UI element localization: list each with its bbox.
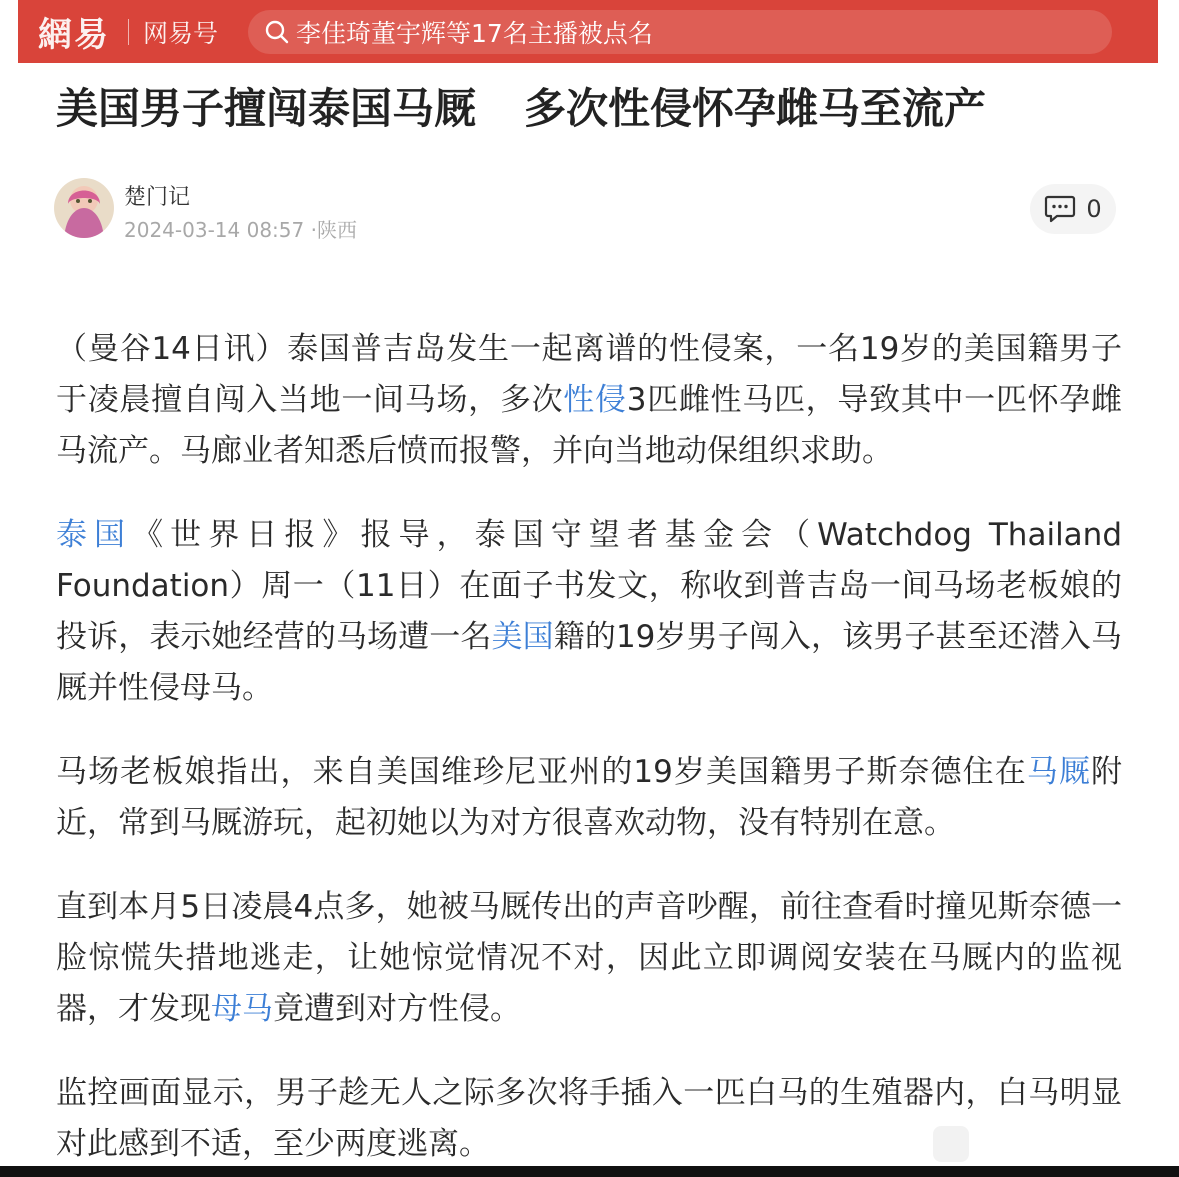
article-body — [56, 324, 1122, 1177]
title-part-1: 美国男子擅闯泰国马厩 — [56, 84, 477, 133]
paragraph-text: 竟遭到对方性侵。 — [273, 991, 521, 1027]
watermark-mark — [933, 1126, 969, 1162]
paragraph-text: 3匹雌性马匹，导致其中一匹怀孕雌马流产。马廊业者知悉后愤而报警，并向当地动保组织求助。 — [56, 382, 1122, 469]
paragraph-text: 马场老板娘指出，来自美国维珍尼亚州的19岁美国籍男子斯奈德住在 — [56, 754, 1027, 790]
inline-keyword-link[interactable]: 性侵 — [563, 382, 627, 418]
paragraph-text: （曼谷14日讯）泰国普吉岛发生一起离谱的性侵案，一名19岁的美国籍男子于凌晨擅自闯入当地一间马场，多次 — [56, 331, 1122, 418]
article-paragraph — [56, 882, 1122, 1035]
channel-label[interactable]: 网易号 — [143, 18, 219, 48]
article-paragraph — [56, 747, 1122, 849]
paragraph-text: 监控画面显示，男子趁无人之际多次将手插入一匹白马的生殖器内，白马明显对此感到不适，至少两度逃离。 — [56, 1075, 1122, 1162]
title-part-2: 多次性侵怀孕雌马至流产 — [524, 84, 987, 133]
inline-keyword-link[interactable]: 马厩 — [1026, 754, 1092, 790]
avatar-image — [54, 178, 114, 238]
article-paragraph — [56, 324, 1122, 477]
search-icon — [264, 19, 290, 45]
author-name[interactable]: 楚门记 — [124, 185, 191, 210]
search-hot-text: 李佳琦董宇辉等17名主播被点名 — [296, 18, 653, 48]
search-bar[interactable] — [248, 10, 1112, 54]
paragraph-text: 直到本月5日凌晨4点多，她被马厩传出的声音吵醒，前往查看时撞见斯奈德一脸惊慌失措地逃走，让她惊觉情况不对，因此立即调阅安装在马厩内的监视器，才发现 — [56, 889, 1122, 1027]
author-info — [54, 178, 1124, 242]
inline-keyword-link[interactable]: 泰国 — [56, 517, 133, 553]
comment-icon — [1044, 194, 1076, 224]
paragraph-text: 附近，常到马厩游玩，起初她以为对方很喜欢动物，没有特别在意。 — [56, 754, 1123, 841]
avatar[interactable] — [54, 178, 114, 238]
comment-count: 0 — [1086, 195, 1102, 223]
inline-keyword-link[interactable]: 母马 — [211, 991, 273, 1027]
paragraph-text: 《世界日报》报导，泰国守望者基金会（Watchdog Thailand Foundation）周一（11日）在面子书发文，称收到普吉岛一间马场老板娘的投诉，表示她经营的马场遭一名 — [56, 517, 1122, 655]
inline-keyword-link[interactable]: 美国 — [491, 619, 554, 655]
paragraph-text: 籍的19岁男子闯入，该男子甚至还潜入马厩并性侵母马。 — [56, 619, 1123, 706]
top-navigation-bar — [18, 0, 1158, 63]
article-title — [56, 80, 1136, 138]
comment-button[interactable] — [1030, 184, 1116, 234]
article-paragraph — [56, 510, 1122, 714]
header-divider — [128, 19, 129, 45]
netease-logo[interactable]: 網易 — [38, 15, 110, 55]
publish-meta: 2024-03-14 08:57 ·陕西 — [124, 218, 357, 242]
bottom-edge-bar — [0, 1166, 1179, 1177]
